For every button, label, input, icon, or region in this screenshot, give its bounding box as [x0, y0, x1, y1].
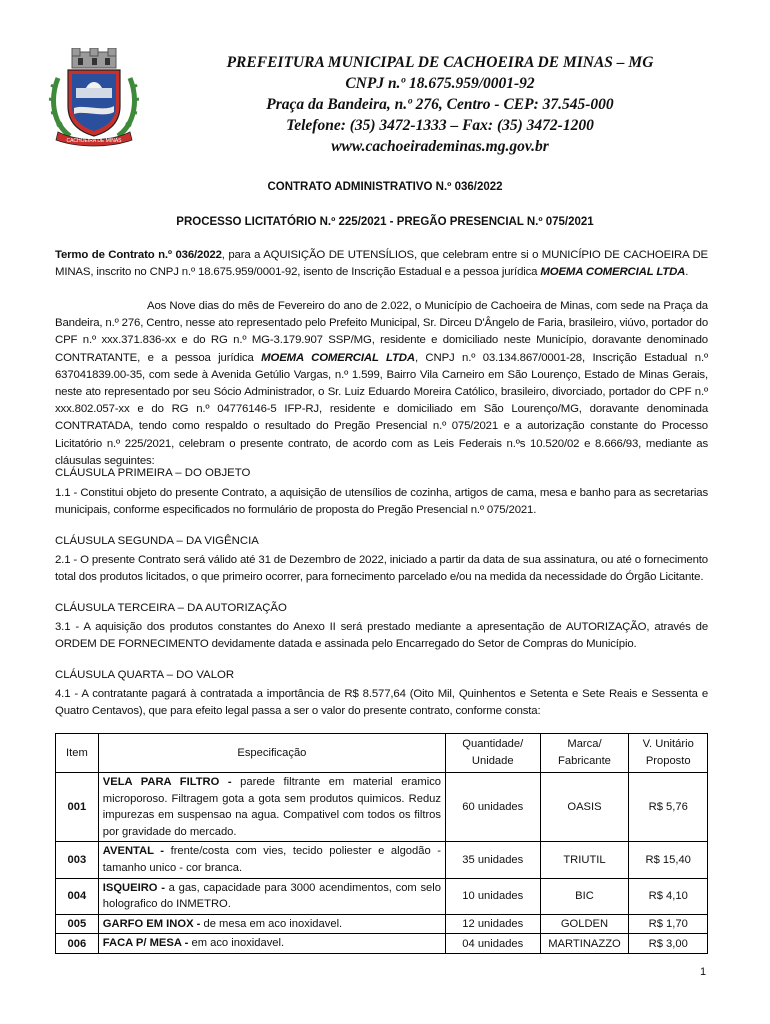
- row-qty: 04 unidades: [446, 934, 541, 954]
- row-qty: 60 unidades: [446, 773, 541, 842]
- clause-2-heading: CLÁUSULA SEGUNDA – DA VIGÊNCIA: [55, 535, 259, 547]
- table-row: [56, 773, 708, 842]
- row-spec-name: AVENTAL -: [102, 845, 165, 858]
- clause-2-text: 2.1 - O presente Contrato será válido até 31 de Dezembro de 2022, iniciado a partir da data de sua assinatura, ou até o fornecimento total dos produtos licitados, o que primeiro ocorrer, para fornecimento parcelado e/ou na medida da necessidade do Órgão Licitante.: [55, 554, 708, 584]
- row-brand: MARTINAZZO: [540, 934, 629, 954]
- row-brand: TRIUTIL: [540, 842, 629, 878]
- row-brand: GOLDEN: [540, 914, 629, 934]
- clause-4-text: 4.1 - A contratante pagará à contratada a importância de R$ 8.577,64 (Oito Mil, Quinhentos e Setenta e Sete Reais e Sessenta e Quatro Centavos), que para efeito legal passa a ser o valor do presente contrato, conforme consta:: [55, 688, 708, 718]
- intro-company: MOEMA COMERCIAL LTDA: [540, 266, 686, 279]
- letterhead: [150, 52, 730, 157]
- table-row: [56, 914, 708, 934]
- row-spec-desc: parede filtrante em material eramico microporoso. Filtragem gota a gota sem produtos quimicos. Reduz impurezas em suspensao na agua. Compativel com todos os filtros por gravidade do mercado.: [102, 776, 442, 838]
- col-header-spec: Especificação: [98, 734, 445, 773]
- intro-end: .: [685, 266, 689, 279]
- page-number: 1: [700, 966, 707, 978]
- row-spec: [98, 878, 445, 914]
- row-brand: OASIS: [540, 773, 629, 842]
- body-part1: Aos Nove dias do mês de Fevereiro do ano de 2.022, o Município de Cachoeira de Minas, com sede na Praça da Bandeira, n.º 276, Centro, nesse ato representado pelo Prefeito Municipal, Sr. Dirceu D'Ângelo de Faria, brasileiro, viúvo, portador do CPF n.º xxx.371.836-xx e do RG n.º MG-3.179.907 SSP/MG, residente e domiciliado neste Município, doravante denominado CONTRATANTE, e a pessoa jurídica: [55, 300, 708, 364]
- col-header-brand: Marca/ Fabricante: [540, 734, 629, 773]
- row-spec-desc: de mesa em aco inoxidavel.: [200, 917, 343, 930]
- intro-text: , para a AQUISIÇÃO DE UTENSÍLIOS, que celebram entre si o MUNICÍPIO DE CACHOEIRA DE MINAS, inscrito no CNPJ n.º 18.675.959/0001-92, isento de Inscrição Estadual e a pessoa jurídica: [55, 249, 708, 279]
- municipal-crest-logo: [48, 48, 140, 148]
- row-spec-name: GARFO EM INOX -: [102, 917, 201, 930]
- row-spec-desc: a gas, capacidade para 3000 acendimentos, com selo holografico do INMETRO.: [102, 881, 441, 911]
- row-brand: BIC: [540, 878, 629, 914]
- row-price: R$ 1,70: [629, 914, 708, 934]
- letterhead-address: Praça da Bandeira, n.º 276, Centro - CEP: 37.545-000: [266, 96, 614, 113]
- items-table: [55, 733, 708, 954]
- row-spec: [98, 934, 445, 954]
- table-row: [56, 878, 708, 914]
- clause-4-heading: CLÁUSULA QUARTA – DO VALOR: [55, 669, 235, 681]
- row-item: 001: [56, 773, 99, 842]
- clause-1-text: 1.1 - Constitui objeto do presente Contrato, a aquisição de utensílios de cozinha, artigos de cama, mesa e banho para as secretarias municipais, conforme especificados no formulário de proposta do Pregão Presencial n.º 075/2021.: [55, 487, 708, 517]
- row-spec-name: ISQUEIRO -: [102, 881, 165, 894]
- crest-banner-text: CACHOEIRA DE MINAS: [66, 138, 122, 144]
- row-spec-name: VELA PARA FILTRO -: [102, 776, 232, 788]
- table-row: [56, 934, 708, 954]
- row-price: R$ 15,40: [629, 842, 708, 878]
- clause-1-heading: CLÁUSULA PRIMEIRA – DO OBJETO: [55, 467, 251, 479]
- table-header-row: [56, 734, 708, 773]
- col-header-qty: Quantidade/ Unidade: [446, 734, 541, 773]
- col-header-price: V. Unitário Proposto: [629, 734, 708, 773]
- clause-3-text: 3.1 - A aquisição dos produtos constantes do Anexo II será prestado mediante a apresentação de AUTORIZAÇÃO, através de ORDEM DE FORNECIMENTO devidamente datada e assinada pelo Encarregado do Setor de Compras do Município.: [55, 621, 708, 651]
- row-price: R$ 5,76: [629, 773, 708, 842]
- clause-3-heading: CLÁUSULA TERCEIRA – DA AUTORIZAÇÃO: [55, 602, 287, 614]
- letterhead-cnpj: CNPJ n.º 18.675.959/0001-92: [345, 75, 535, 92]
- row-item: 003: [56, 842, 99, 878]
- row-spec-desc: em aco inoxidavel.: [188, 937, 285, 950]
- row-spec: [98, 914, 445, 934]
- contract-title: CONTRATO ADMINISTRATIVO N.º 036/2022: [267, 181, 503, 193]
- letterhead-website: www.cachoeirademinas.mg.gov.br: [331, 138, 549, 155]
- row-spec-name: FACA P/ MESA -: [102, 937, 189, 950]
- row-item: 004: [56, 878, 99, 914]
- row-price: R$ 3,00: [629, 934, 708, 954]
- process-title: PROCESSO LICITATÓRIO N.º 225/2021 - PREGÃO PRESENCIAL N.º 075/2021: [176, 216, 594, 228]
- table-row: [56, 842, 708, 878]
- body-paragraph: [55, 298, 708, 470]
- col-header-item: Item: [56, 734, 99, 773]
- body-company: MOEMA COMERCIAL LTDA: [261, 351, 415, 364]
- row-spec: [98, 842, 445, 878]
- row-item: 005: [56, 914, 99, 934]
- letterhead-title: PREFEITURA MUNICIPAL DE CACHOEIRA DE MINAS – MG: [226, 54, 654, 71]
- row-item: 006: [56, 934, 99, 954]
- row-qty: 12 unidades: [446, 914, 541, 934]
- body-part2: , CNPJ n.º 03.134.867/0001-28, Inscrição Estadual n.º 637041839.00-35, com sede à Avenida Getúlio Vargas, n.º 1.599, Bairro Vila Carneiro em São Lourenço, Estado de Minas Gerais, neste ato representado por seu Sócio Administrador, o Sr. Luiz Eduardo Moreira Católico, brasileiro, divorciado, portador do CPF n.º xxx.802.057-xx e do RG n.º 04776146-5 IFP-RJ, residente e domiciliado em São Lourenço/MG, doravante denominada CONTRATADA, tendo como respaldo o resultado do Pregão Presencial n.º 075/2021 e a autorização constante do Processo Licitatório n.º 225/2021, celebram o presente contrato, de acordo com as Leis Federais n.ºs 10.520/02 e 8.666/93, mediante as cláusulas seguintes:: [55, 351, 708, 467]
- row-price: R$ 4,10: [629, 878, 708, 914]
- intro-paragraph: [55, 247, 708, 281]
- row-spec: [98, 773, 445, 842]
- row-qty: 35 unidades: [446, 842, 541, 878]
- letterhead-phone: Telefone: (35) 3472-1333 – Fax: (35) 3472-1200: [286, 117, 594, 134]
- row-spec-desc: frente/costa com vies, tecido poliester e algodão - tamanho unico - cor branca.: [102, 845, 441, 874]
- row-qty: 10 unidades: [446, 878, 541, 914]
- intro-lead: Termo de Contrato n.º 036/2022: [55, 249, 222, 261]
